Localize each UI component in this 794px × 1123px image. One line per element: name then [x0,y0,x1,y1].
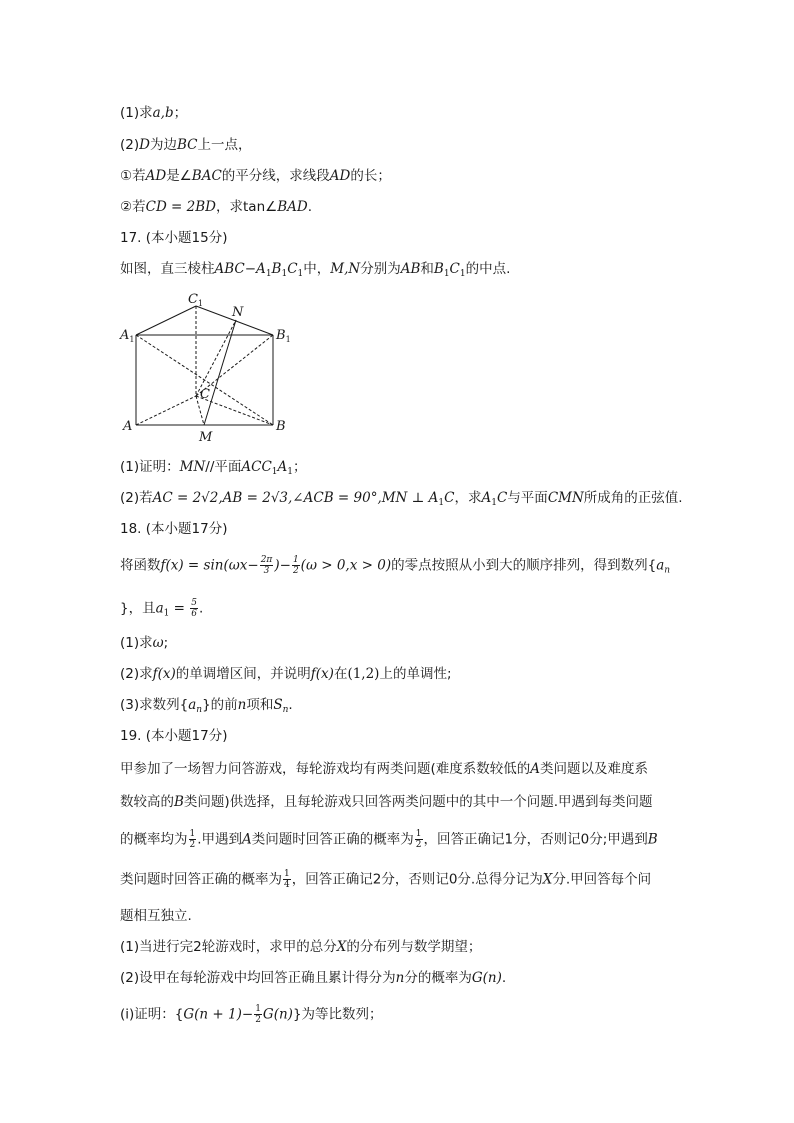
q19-header: 19. (本小题17分) [120,728,228,744]
q16-part1: (1)求a,b； [120,105,188,121]
q19-line5: 题相互独立. [120,908,192,924]
label-m: M [199,430,213,445]
q18-header: 18. (本小题17分) [120,521,228,537]
fraction-1-over-2: $\frac{1}{2}$ [292,555,299,576]
q19-line1: 甲参加了一场智力问答游戏，每轮游戏均有两类问题(难度系数较低的A类问题以及难度系 [120,761,649,777]
fraction-5-over-6: $\frac{5}{6}$ [191,598,198,619]
edge-a1-c1 [136,306,196,335]
q19-line3: 的概率均为 $\frac{1}{2}$ .甲遇到A类问题时回答正确的概率为 $\frac{1}{2}$ ，回答正确记1分，否则记0分;甲遇到B [120,829,658,850]
q18-part3: (3)求数列$\{a_n\}$的前n项和$S_n$. [120,697,293,715]
label-c1: $C_1$ [188,292,204,308]
q18-intro-line1: 将函数f(x) = sin(ωx− $\frac{2\pi}{3}$ )− $\frac{1}{2}$ (ω > 0,x > 0)的零点按照从小到大的顺序排列，得到数列{$a_n$ [120,555,671,576]
q18-intro-line2: }，且$a_1$ = $\frac{5}{6}$ . [120,598,204,619]
fraction-1-over-4: $\frac{1}{4}$ [284,869,290,890]
prism-diagram [118,288,298,448]
q17-intro: 如图，直三棱柱$ABC-A_1B_1C_1$中，M,N分别为AB和$B_1C_1$的中点. [120,261,511,279]
q19-line2: 数较高的B类问题)供选择，且每轮游戏只回答两类问题中的其中一个问题.甲遇到每类问题 [120,794,653,810]
q16-part2-1: ①若AD是∠BAC的平分线，求线段AD的长； [120,168,391,184]
q18-part1: (1)求ω; [120,635,169,651]
label-n: N [232,305,244,320]
q19-part2: (2)设甲在每轮游戏中均回答正确且累计得分为n分的概率为G(n). [120,970,507,986]
fraction-2pi-over-3: $\frac{2\pi}{3}$ [260,555,273,576]
label-b1: $B_1$ [276,328,291,344]
label-a1: $A_1$ [120,328,135,344]
q16-part2-2: ②若CD = 2BD，求tan∠BAD. [120,199,313,215]
q17-part2: (2)若AC = 2√2,AB = 2√3,∠ACB = 90°,MN ⊥ $A_1C$，求$A_1C$与平面CMN所成角的正弦值. [120,490,683,508]
q19-part2-i: (ⅰ)证明：{G(n + 1)− $\frac{1}{2}$ G(n)}为等比数列； [120,1004,383,1025]
q19-part1: (1)当进行完2轮游戏时，求甲的总分X的分布列与数学期望； [120,939,482,955]
label-a: A [123,419,133,434]
fraction-1-over-2: $\frac{1}{2}$ [189,829,196,850]
label-c: C [200,387,210,402]
edge-a-c [136,396,196,425]
fraction-1-over-2-b: $\frac{1}{2}$ [415,829,422,850]
fraction-1-over-2-c: $\frac{1}{2}$ [255,1004,261,1025]
q18-part2: (2)求f(x)的单调增区间，并说明f(x)在(1,2)上的单调性; [120,666,452,682]
q16-part2: (2)D为边BC上一点， [120,137,252,153]
label-b: B [276,419,286,434]
segment-a1-b [136,335,273,425]
q17-header: 17. (本小题15分) [120,230,228,246]
q19-line4: 类问题时回答正确的概率为 $\frac{1}{4}$ ，回答正确记2分，否则记0分.总得分记为X分.甲回答每个问 [120,869,652,890]
q17-part1: (1)证明：MN//平面$ACC_1A_1$； [120,459,307,477]
